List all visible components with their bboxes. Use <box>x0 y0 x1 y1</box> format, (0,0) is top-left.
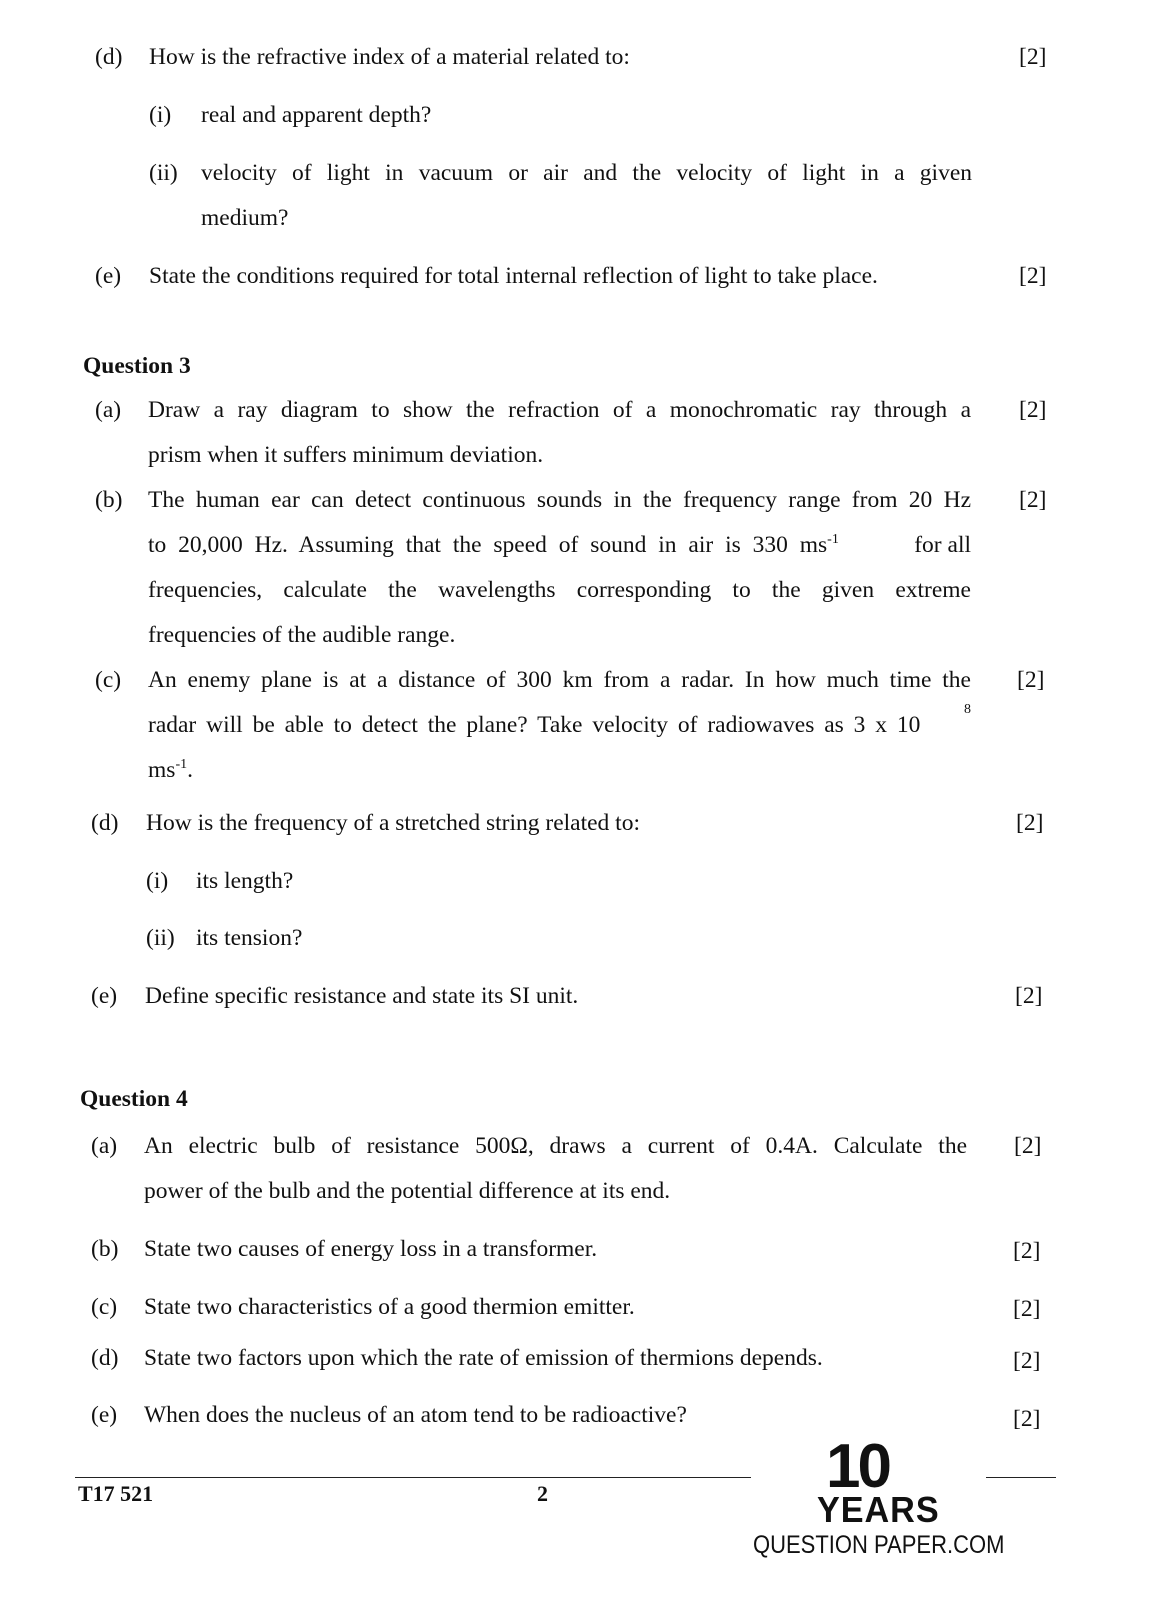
question-4-heading: Question 4 <box>80 1086 188 1112</box>
watermark-site: QUESTION PAPER.COM <box>753 1531 1005 1559</box>
q3c-label: (c) <box>95 667 122 693</box>
q3e-marks: [2] <box>1015 983 1043 1009</box>
q2d-label: (d) <box>95 44 123 70</box>
q4e-label: (e) <box>91 1402 118 1428</box>
q3b-line2-text: to 20,000 Hz. Assuming that the speed of sound in air is 330 ms <box>148 532 828 558</box>
q3b-line4: frequencies of the audible range. <box>148 622 456 648</box>
q3c-line3-text: ms <box>148 757 176 783</box>
q3d-ii-text: its tension? <box>196 925 303 951</box>
q4d-text: State two factors upon which the rate of emission of thermions depends. <box>144 1345 823 1371</box>
q2d-ii-line2: medium? <box>201 205 289 231</box>
q3d-marks: [2] <box>1016 810 1044 836</box>
q3a-marks: [2] <box>1019 397 1047 423</box>
q3c-line3 <box>148 755 193 785</box>
q4d-label: (d) <box>91 1345 119 1371</box>
q3c-line2-sup: 8 <box>964 702 971 717</box>
q2d-i-label: (i) <box>149 102 172 128</box>
q3b-line3: frequencies, calculate the wavelengths corresponding to the given extreme <box>148 577 971 603</box>
q2d-ii-label: (ii) <box>149 160 178 186</box>
q4a-line2: power of the bulb and the potential difference at its end. <box>144 1178 671 1204</box>
q4a-line1: An electric bulb of resistance 500Ω, draws a current of 0.4A. Calculate the <box>144 1133 967 1159</box>
q4c-text: State two characteristics of a good thermion emitter. <box>144 1294 635 1320</box>
q4b-marks: [2] <box>1013 1238 1041 1264</box>
q2d-i-text: real and apparent depth? <box>201 102 432 128</box>
q3d-i-label: (i) <box>146 868 169 894</box>
watermark-years: YEARS <box>817 1489 940 1530</box>
q2e-text: State the conditions required for total internal reflection of light to take place. <box>149 263 878 289</box>
q4b-label: (b) <box>91 1236 119 1262</box>
q3b-marks: [2] <box>1019 487 1047 513</box>
q4e-marks: [2] <box>1013 1406 1041 1432</box>
q3c-line3-sup: -1 <box>175 757 188 772</box>
q4b-text: State two causes of energy loss in a transformer. <box>144 1236 598 1262</box>
q3d-i-text: its length? <box>196 868 294 894</box>
q3b-label: (b) <box>95 487 123 513</box>
q3d-ii-label: (ii) <box>146 925 175 951</box>
q3d-label: (d) <box>91 810 119 836</box>
q3c-line2-text: radar will be able to detect the plane? Take velocity of radiowaves as 3 x 10 <box>148 712 921 738</box>
q2d-marks: [2] <box>1019 44 1047 70</box>
q4a-label: (a) <box>91 1133 118 1159</box>
q3a-line1: Draw a ray diagram to show the refraction of a monochromatic ray through a <box>148 397 971 423</box>
footer-rule-right <box>986 1477 1056 1478</box>
q3c-line1: An enemy plane is at a distance of 300 km from a radar. In how much time the <box>148 667 971 693</box>
q2e-label: (e) <box>95 263 122 289</box>
q4d-marks: [2] <box>1013 1348 1041 1374</box>
footer-rule-left <box>75 1477 751 1478</box>
page-number: 2 <box>537 1481 548 1506</box>
watermark-number: 10 <box>826 1432 889 1501</box>
q3e-label: (e) <box>91 983 118 1009</box>
q3b-line2-tail: for all <box>914 532 971 558</box>
q3c-line2 <box>148 702 971 740</box>
q4e-text: When does the nucleus of an atom tend to be radioactive? <box>144 1402 687 1428</box>
question-3-heading: Question 3 <box>83 353 191 379</box>
q3c-line3-tail: . <box>187 757 193 783</box>
q4c-marks: [2] <box>1013 1296 1041 1322</box>
q3b-line1: The human ear can detect continuous sounds in the frequency range from 20 Hz <box>148 487 971 513</box>
q3b-line2-sup: -1 <box>827 532 839 547</box>
q2e-marks: [2] <box>1019 263 1047 289</box>
q3b-line2 <box>148 530 971 560</box>
paper-code: T17 521 <box>78 1481 154 1506</box>
q3a-label: (a) <box>95 397 122 423</box>
q2d-ii-line1: velocity of light in vacuum or air and the velocity of light in a given <box>201 160 972 186</box>
q3d-text: How is the frequency of a stretched string related to: <box>146 810 640 836</box>
q3c-marks: [2] <box>1017 667 1045 693</box>
q2d-text: How is the refractive index of a material related to: <box>149 44 630 70</box>
q3a-line2: prism when it suffers minimum deviation. <box>148 442 544 468</box>
q4a-marks: [2] <box>1014 1133 1042 1159</box>
q3e-text: Define specific resistance and state its SI unit. <box>145 983 579 1009</box>
q4c-label: (c) <box>91 1294 118 1320</box>
